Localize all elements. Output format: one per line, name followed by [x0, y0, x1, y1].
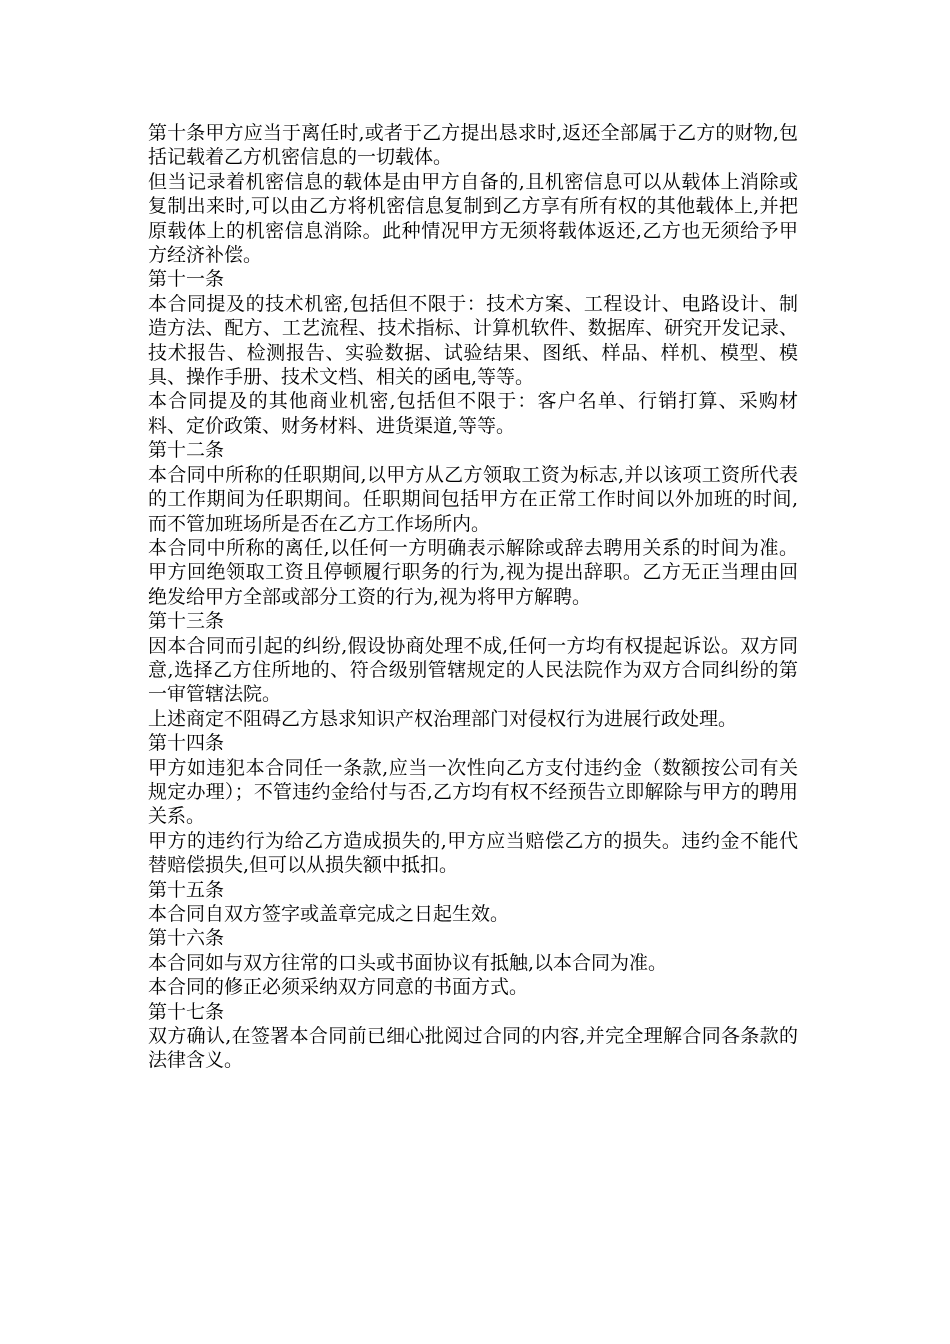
clause-10-supplement: 但当记录着机密信息的载体是由甲方自备的,且机密信息可以从载体上消除或复制出来时,可以由乙方将机密信息复制到乙方享有所有权的其他载体上,并把原载体上的机密信息消除。此种情况甲方无须将载体返还,乙方也无须给予甲方经济补偿。 [148, 170, 798, 267]
document-page [148, 121, 798, 1073]
clause-16-precedence: 本合同如与双方往常的口头或书面协议有抵触,以本合同为准。 [148, 951, 668, 974]
clause-16-heading: 第十六条 [148, 927, 225, 950]
clause-15-heading: 第十五条 [148, 878, 225, 901]
clause-12-heading: 第十二条 [148, 439, 225, 462]
clause-13-administrative: 上述商定不阻碍乙方恳求知识产权治理部门对侵权行为进展行政处理。 [148, 707, 738, 730]
clause-11-technical-secrets: 本合同提及的技术机密,包括但不限于：技术方案、工程设计、电路设计、制造方法、配方、工艺流程、技术指标、计算机软件、数据库、研究开发记录、技术报告、检测报告、实验数据、试验结果、图纸、样品、样机、模型、模具、操作手册、技术文档、相关的函电,等等。 [148, 292, 798, 389]
clause-16-amendment: 本合同的修正必须采纳双方同意的书面方式。 [148, 976, 529, 999]
clause-14-compensation: 甲方的违约行为给乙方造成损失的,甲方应当赔偿乙方的损失。违约金不能代替赔偿损失,但可以从损失额中抵扣。 [148, 829, 798, 877]
clause-14-heading: 第十四条 [148, 732, 225, 755]
clause-13-disputes: 因本合同而引起的纠纷,假设协商处理不成,任何一方均有权提起诉讼。双方同意,选择乙方住所地的、符合级别管辖规定的人民法院作为双方合同纠纷的第一审管辖法院。 [148, 634, 798, 706]
clause-11-business-secrets: 本合同提及的其他商业机密,包括但不限于：客户名单、行销打算、采购材料、定价政策、财务材料、进货渠道,等等。 [148, 390, 798, 437]
clause-17-heading: 第十七条 [148, 1000, 225, 1023]
clause-13-heading: 第十三条 [148, 610, 225, 633]
clause-12-departure: 本合同中所称的离任,以任何一方明确表示解除或辞去聘用关系的时间为准。甲方回绝领取工资且停顿履行职务的行为,视为提出辞职。乙方无正当理由回绝发给甲方全部或部分工资的行为,视为将甲方解聘。 [148, 536, 798, 608]
clause-12-employment-period: 本合同中所称的任职期间,以甲方从乙方领取工资为标志,并以该项工资所代表的工作期间为任职期间。任职期间包括甲方在正常工作时间以外加班的时间,而不管加班场所是否在乙方工作场所内。 [148, 463, 798, 535]
clause-14-penalty: 甲方如违犯本合同任一条款,应当一次性向乙方支付违约金（数额按公司有关规定办理）；不管违约金给付与否,乙方均有权不经预告立即解除与甲方的聘用关系。 [148, 756, 798, 828]
clause-10-text: 第十条甲方应当于离任时,或者于乙方提出恳求时,返还全部属于乙方的财物,包括记载着乙方机密信息的一切载体。 [148, 122, 798, 169]
clause-17-confirmation: 双方确认,在签署本合同前已细心批阅过合同的内容,并完全理解合同各条款的法律含义。 [148, 1025, 798, 1072]
clause-11-heading: 第十一条 [148, 268, 225, 291]
clause-15-effective: 本合同自双方签字或盖章完成之日起生效。 [148, 903, 510, 925]
